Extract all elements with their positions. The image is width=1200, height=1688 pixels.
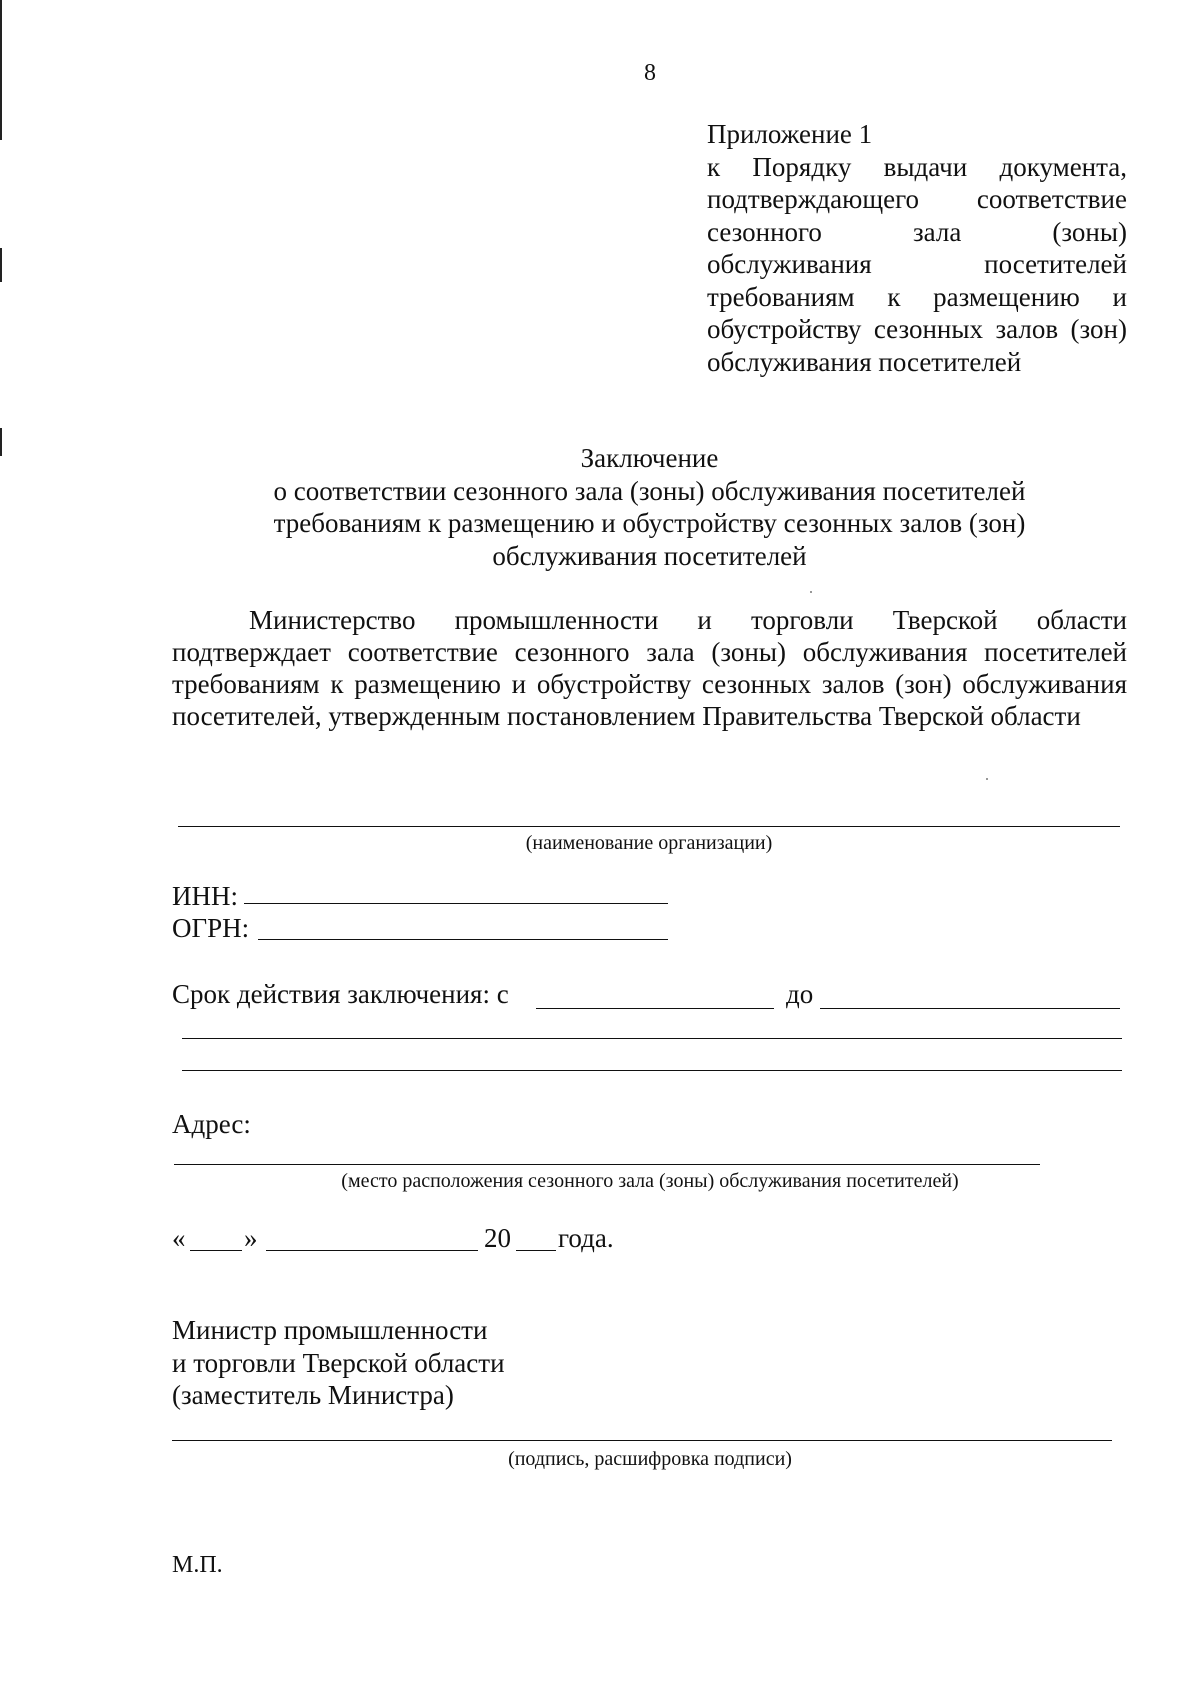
address-label: Адрес: <box>172 1109 251 1139</box>
scan-edge-mark <box>0 248 2 282</box>
signer-title-line: и торговли Тверской области <box>172 1347 505 1378</box>
date-month-line[interactable] <box>266 1250 478 1251</box>
validity-from-line[interactable] <box>536 1008 774 1009</box>
inn-label: ИНН: <box>172 881 238 911</box>
date-open-quote: « <box>172 1223 186 1253</box>
heading-line: о соответствии сезонного зала (зоны) обслуживания посетителей <box>273 475 1026 506</box>
ogrn-line[interactable] <box>258 939 668 940</box>
scan-speck <box>986 778 988 780</box>
body-paragraph: Министерство промышленности и торговли Тверской области подтверждает соответствие сезонного зала (зоны) обслуживания посетителей требованиям к размещению и обустройству сезонных залов (зон) обслуживания посетителей, утвержденным постановлением Правительства Тверской области <box>172 605 1127 731</box>
signature-block <box>172 1314 505 1412</box>
date-year-prefix: 20 <box>484 1223 511 1253</box>
blank-line[interactable] <box>182 1070 1122 1071</box>
date-year-suffix: года. <box>558 1223 614 1253</box>
heading-title: Заключение <box>580 443 719 473</box>
date-year-line[interactable] <box>516 1250 556 1251</box>
scan-edge-mark <box>0 428 2 456</box>
stamp-placeholder: М.П. <box>172 1552 223 1578</box>
org-name-caption: (наименование организации) <box>525 832 773 854</box>
blank-line[interactable] <box>182 1038 1122 1039</box>
address-caption: (место расположения сезонного зала (зоны) обслуживания посетителей) <box>341 1170 959 1192</box>
signer-title-line: Министр промышленности <box>172 1315 488 1345</box>
org-name-line[interactable] <box>178 826 1120 827</box>
inn-line[interactable] <box>244 903 668 904</box>
validity-label: Срок действия заключения: с <box>172 979 509 1009</box>
validity-to-line[interactable] <box>820 1008 1120 1009</box>
validity-to-label: до <box>786 979 814 1009</box>
scan-speck <box>810 591 812 593</box>
appendix-block <box>707 118 1127 378</box>
appendix-title: Приложение 1 <box>707 119 873 149</box>
date-close-quote: » <box>244 1223 258 1253</box>
ogrn-label: ОГРН: <box>172 913 250 943</box>
signature-caption: (подпись, расшифровка подписи) <box>508 1448 792 1470</box>
document-heading <box>172 442 1127 572</box>
signature-line[interactable] <box>172 1440 1112 1441</box>
date-day-line[interactable] <box>190 1250 242 1251</box>
signer-title-line: (заместитель Министра) <box>172 1380 454 1410</box>
heading-line: требованиям к размещению и обустройству сезонных залов (зон) <box>273 508 1026 538</box>
page-number: 8 <box>644 60 656 86</box>
heading-line: обслуживания посетителей <box>492 540 807 571</box>
address-line[interactable] <box>174 1164 1040 1165</box>
appendix-body: к Порядку выдачи документа, подтверждающего соответствие сезонного зала (зоны) обслуживания посетителей требованиям к размещению и обустройству сезонных залов (зон) обслуживания посетителей <box>707 151 1127 377</box>
